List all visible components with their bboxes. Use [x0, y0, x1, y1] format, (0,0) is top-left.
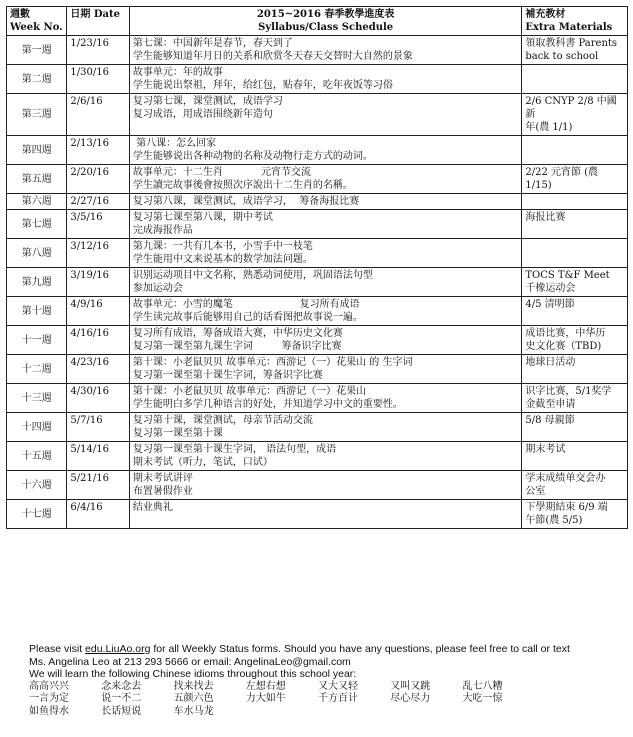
extra-cell — [522, 413, 628, 442]
topic-cell — [129, 500, 521, 529]
idiom-item — [390, 706, 462, 719]
topic-header — [129, 7, 521, 36]
topic-line: 期末考试讲评 — [132, 473, 193, 484]
extra-line: 下學期結束 6/9 端 — [525, 502, 608, 513]
extra-line: 地球日活动 — [525, 357, 576, 368]
idiom-item: 说一不二 — [101, 693, 142, 704]
idiom-item: 又大又轻 — [318, 680, 358, 692]
week-cell: 第六週 — [7, 194, 67, 210]
week-cell: 十五週 — [7, 442, 67, 471]
date-cell: 5/7/16 — [67, 413, 130, 442]
topic-line: 复习所有成语，筹备成语大赛，中华历史文化赛 — [132, 328, 343, 339]
extra-line: back to school — [525, 51, 599, 62]
idiom-item: 五颜六色 — [173, 693, 214, 704]
topic-line: 第九课：一共有几本书，小雪手中一枝笔 — [132, 241, 313, 252]
date-cell: 3/12/16 — [67, 239, 130, 268]
visit-prefix: Please visit — [29, 643, 86, 655]
idiom-item: 左想右想 — [245, 680, 286, 692]
extra-line: 4/5 清明節 — [525, 299, 575, 310]
date-cell: 6/4/16 — [67, 500, 130, 529]
extra-cell — [522, 136, 628, 165]
idioms-intro: We will learn the following Chinese idioms throughout this school year: — [29, 668, 357, 680]
idiom-item: 如鱼得水 — [29, 705, 69, 717]
extra-line: TOCS T&F Meet — [525, 270, 610, 281]
date-cell: 2/27/16 — [67, 194, 130, 210]
extra-line: 5/8 母親節 — [525, 415, 575, 426]
topic-line: 结业典礼 — [132, 502, 173, 513]
idiom-item: 长话短说 — [101, 705, 142, 717]
idiom-item: 乱七八糟 — [462, 680, 503, 692]
date-cell: 2/20/16 — [67, 165, 130, 194]
extra-line: 成语比赛，中华历 — [525, 328, 606, 339]
topic-line: 故事单元：小雪的魔笔 复习所有成语 — [132, 299, 360, 310]
idiom-item: 千方百计 — [318, 693, 358, 704]
date-header — [67, 7, 130, 36]
week-cell: 十二週 — [7, 355, 67, 384]
date-cell: 4/30/16 — [67, 384, 130, 413]
extra-line: 千橡运动会 — [525, 283, 576, 294]
topic-line: 期末考试（听力，笔试，口试） — [132, 457, 273, 468]
topic-line: 复习第一课至第九课生字词 筹备识字比赛 — [132, 341, 342, 352]
extra-line: 海报比赛 — [525, 212, 566, 223]
extra-header-en: Extra Materials — [525, 22, 613, 33]
website-link[interactable]: edu.LiuAo.org — [85, 643, 151, 655]
topic-line: 第十课：小老鼠贝贝 故事单元：西游记（一）花果山 的 生字词 — [132, 357, 413, 368]
table-row — [7, 136, 628, 165]
topic-cell — [129, 194, 521, 210]
week-cell: 第八週 — [7, 239, 67, 268]
table-row — [7, 326, 628, 355]
idiom-item — [318, 706, 390, 719]
topic-cell — [129, 384, 521, 413]
topic-line: 学生能够知道年月日的关系和欣赏冬天春天交替时大自然的景象 — [132, 51, 413, 62]
date-cell: 3/5/16 — [67, 210, 130, 239]
idiom-item — [463, 706, 535, 719]
week-cell: 十四週 — [7, 413, 67, 442]
topic-line: 布置暑假作业 — [132, 486, 193, 497]
week-cell: 第三週 — [7, 94, 67, 136]
date-cell: 5/21/16 — [67, 471, 130, 500]
idiom-item — [246, 706, 318, 719]
topic-line: 复习成语，用成语围绕新年造句 — [132, 109, 273, 120]
table-row — [7, 94, 628, 136]
extra-line: 領取教科書 Parents — [525, 38, 618, 49]
date-cell: 3/19/16 — [67, 268, 130, 297]
extra-cell — [522, 297, 628, 326]
table-row — [7, 36, 628, 65]
topic-cell — [129, 471, 521, 500]
topic-line: 复习第一课至第十课 — [132, 428, 223, 439]
extra-header — [522, 7, 628, 36]
topic-cell — [129, 94, 521, 136]
week-cell: 十六週 — [7, 471, 67, 500]
table-row — [7, 471, 628, 500]
topic-line: 复习第一课至第十课生字词， 语法句型，成语 — [132, 444, 337, 455]
date-cell: 1/23/16 — [67, 36, 130, 65]
visit-suffix: for all Weekly Status forms. Should you have any questions, please feel free to call or text — [150, 643, 570, 655]
extra-cell — [522, 442, 628, 471]
table-row — [7, 297, 628, 326]
week-cell: 第十週 — [7, 297, 67, 326]
table-row — [7, 268, 628, 297]
topic-line: 参加运动会 — [132, 283, 183, 294]
extra-cell — [522, 268, 628, 297]
date-cell: 4/23/16 — [67, 355, 130, 384]
schedule-table — [6, 6, 628, 529]
extra-line: 期末考试 — [525, 444, 566, 455]
table-row — [7, 65, 628, 94]
topic-line: 第七课：中国新年是春节，春天到了 — [132, 38, 293, 49]
idiom-item: 一言为定 — [29, 693, 69, 704]
topic-cell — [129, 239, 521, 268]
topic-line: 复习第七课，课堂测试，成语学习 — [132, 96, 283, 107]
idiom-item: 找来找去 — [173, 680, 214, 692]
header-row — [7, 7, 628, 36]
topic-cell — [129, 65, 521, 94]
extra-line: 公室 — [525, 486, 546, 497]
topic-cell — [129, 355, 521, 384]
table-row — [7, 194, 628, 210]
extra-line: 年(農 1/1) — [525, 122, 573, 133]
visit-line — [29, 643, 619, 656]
schedule-body — [7, 36, 628, 529]
topic-cell — [129, 297, 521, 326]
extra-line: 金截至申请 — [525, 399, 576, 410]
date-header-label: 日期 Date — [70, 9, 120, 20]
table-row — [7, 165, 628, 194]
week-cell: 第一週 — [7, 36, 67, 65]
idiom-item: 又叫又跳 — [390, 680, 431, 692]
topic-line: 第八课：怎么回家 — [132, 138, 217, 149]
topic-line: 完成海报作品 — [132, 225, 193, 236]
contact-line: Ms. Angelina Leo at 213 293 5666 or email: AngelinaLeo@gmail.com — [29, 655, 351, 668]
topic-line: 复习第十课，课堂测试，母亲节活动交流 — [132, 415, 313, 426]
extra-cell — [522, 500, 628, 529]
extra-cell — [522, 384, 628, 413]
idiom-item: 大吃一惊 — [462, 693, 503, 704]
table-row — [7, 413, 628, 442]
page-title: 2015~2016 春季教學進度表 — [256, 9, 395, 20]
date-cell: 1/30/16 — [67, 65, 130, 94]
idiom-item: 高高兴兴 — [29, 680, 69, 692]
date-cell: 4/16/16 — [67, 326, 130, 355]
page-subtitle: Syllabus/Class Schedule — [258, 22, 394, 33]
idiom-item — [535, 693, 607, 706]
extra-cell — [522, 94, 628, 136]
week-cell: 十一週 — [7, 326, 67, 355]
date-cell: 4/9/16 — [67, 297, 130, 326]
topic-line: 识别运动项目中文名称，熟悉动词使用，巩固语法句型 — [132, 270, 373, 281]
topic-line: 复习第八课，课堂测试，成语学习， 筹备海报比赛 — [132, 196, 360, 207]
table-row — [7, 500, 628, 529]
extra-cell — [522, 194, 628, 210]
topic-cell — [129, 136, 521, 165]
table-row — [7, 442, 628, 471]
idiom-item: 车水马龙 — [173, 705, 214, 717]
date-cell: 2/13/16 — [67, 136, 130, 165]
week-cell: 十三週 — [7, 384, 67, 413]
table-row — [7, 355, 628, 384]
idiom-item: 念来念去 — [101, 680, 142, 692]
extra-line: 2/6 CNYP 2/8 中國新 — [525, 96, 617, 120]
extra-line: 史文化赛（TBD) — [525, 341, 602, 352]
idiom-item — [535, 681, 607, 694]
week-header — [7, 7, 67, 36]
extra-cell — [522, 165, 628, 194]
extra-line: 2/22 元宵節 (農 1/15) — [525, 167, 599, 191]
extra-cell — [522, 65, 628, 94]
table-row — [7, 210, 628, 239]
topic-line: 学生能说出祭祖，拜年，给红包，贴春年，吃年夜饭等习俗 — [132, 80, 393, 91]
extra-line: 识字比赛，5/1奖学 — [525, 386, 612, 397]
table-row — [7, 384, 628, 413]
idiom-item: 力大如牛 — [245, 693, 286, 704]
extra-cell — [522, 36, 628, 65]
topic-line: 学生能够说出各种动物的名称及动物行走方式的动词。 — [132, 151, 373, 162]
topic-line: 复习第一课至第十课生字词，筹备识字比赛 — [132, 370, 323, 381]
week-cell: 第二週 — [7, 65, 67, 94]
idiom-item: 尽心尽力 — [390, 693, 431, 704]
topic-line: 学生能明白多学几种语言的好处，并知道学习中文的重要性。 — [132, 399, 403, 410]
topic-cell — [129, 413, 521, 442]
topic-cell — [129, 210, 521, 239]
topic-line: 故事单元：年的故事 — [132, 67, 223, 78]
extra-cell — [522, 471, 628, 500]
topic-cell — [129, 165, 521, 194]
extra-line: 午節(農 5/5) — [525, 515, 583, 526]
extra-cell — [522, 210, 628, 239]
extra-cell — [522, 355, 628, 384]
week-header-zh: 週數 — [10, 9, 30, 20]
topic-line: 故事单元：十二生肖 元宵节交流 — [132, 167, 312, 178]
topic-cell — [129, 36, 521, 65]
topic-line: 复习第七课至第八课，期中考试 — [132, 212, 273, 223]
table-row — [7, 239, 628, 268]
extra-cell — [522, 239, 628, 268]
extra-line: 学末成绩单交会办 — [525, 473, 606, 484]
topic-line: 学生讀完故事後會按照次序說出十二生肖的名稱。 — [132, 180, 353, 191]
topic-line: 第十课：小老鼠贝贝 故事单元：西游记（一）花果山 — [132, 386, 367, 397]
topic-cell — [129, 326, 521, 355]
topic-line: 学生读完故事后能够用自己的话看图把故事说一遍。 — [132, 312, 363, 323]
week-cell: 十七週 — [7, 500, 67, 529]
topic-cell — [129, 442, 521, 471]
topic-cell — [129, 268, 521, 297]
footer — [29, 643, 619, 718]
extra-header-zh: 補充教材 — [525, 9, 566, 20]
week-cell: 第四週 — [7, 136, 67, 165]
idiom-item — [535, 706, 607, 719]
idioms-list — [29, 681, 607, 719]
date-cell: 5/14/16 — [67, 442, 130, 471]
week-cell: 第五週 — [7, 165, 67, 194]
week-header-en: Week No. — [10, 22, 63, 33]
week-cell: 第七週 — [7, 210, 67, 239]
week-cell: 第九週 — [7, 268, 67, 297]
extra-cell — [522, 326, 628, 355]
date-cell: 2/6/16 — [67, 94, 130, 136]
topic-line: 学生能用中文来说基本的数学加法问题。 — [132, 254, 313, 265]
